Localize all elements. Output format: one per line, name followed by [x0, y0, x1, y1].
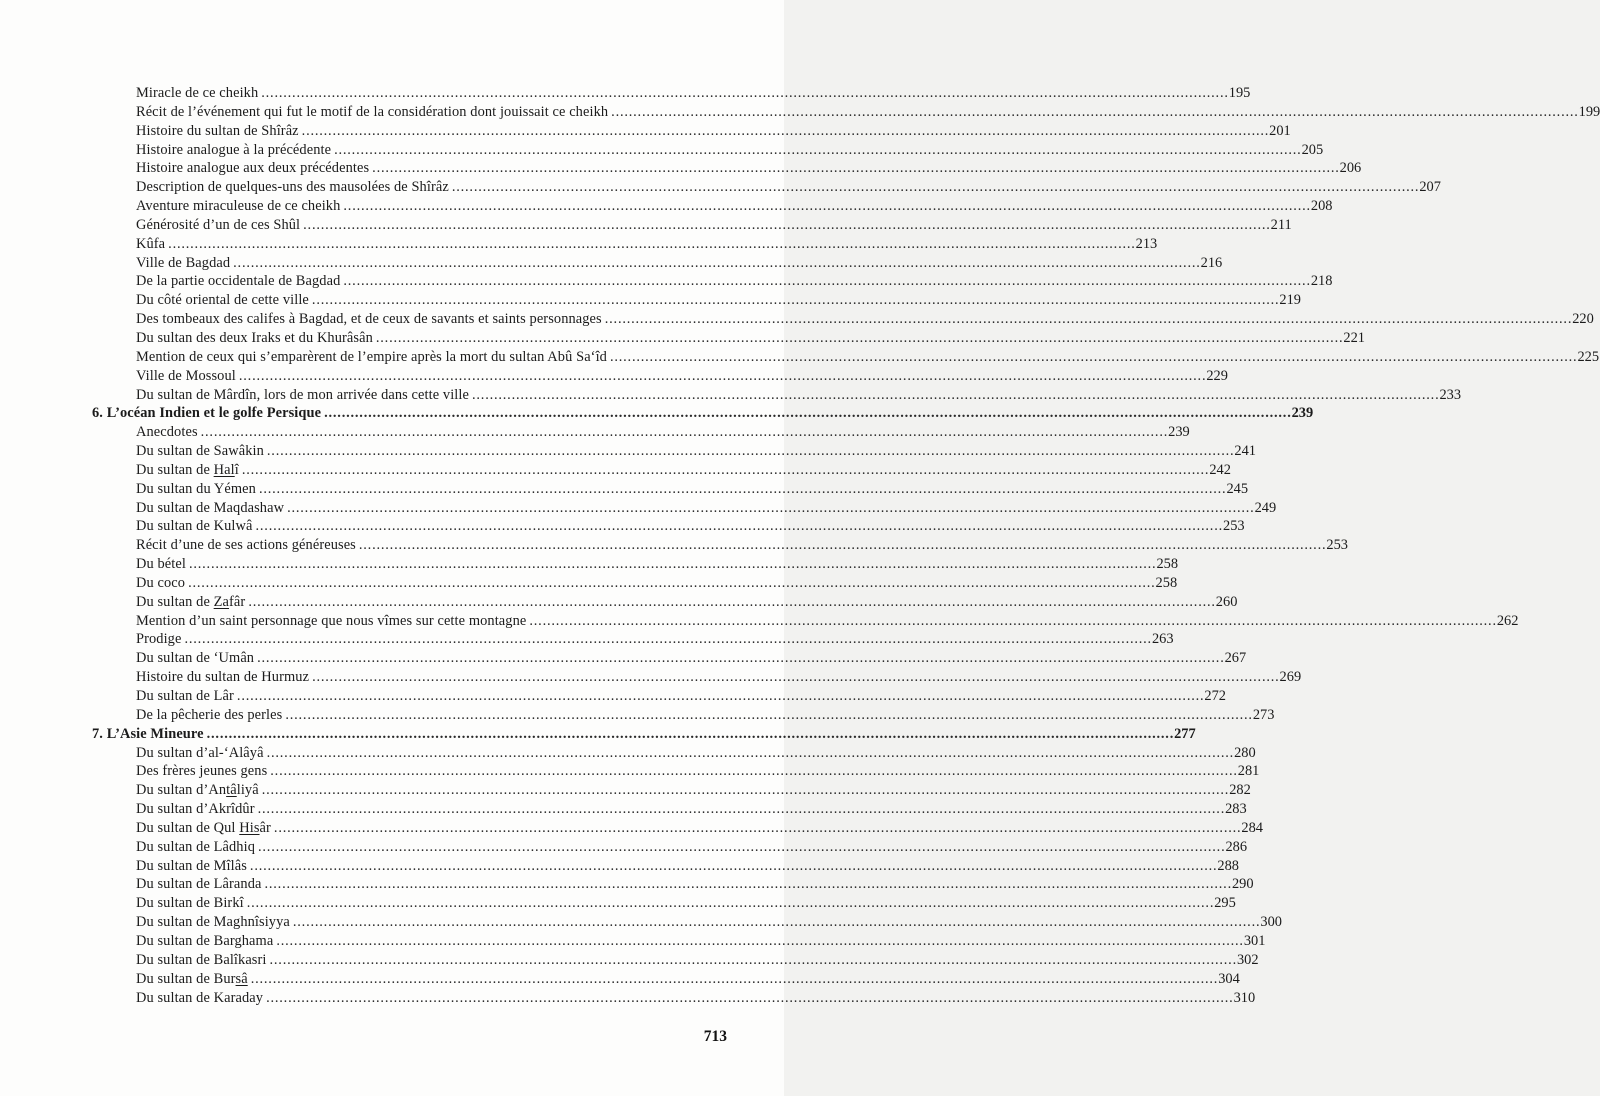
toc-entry	[92, 857, 1239, 876]
toc-entry	[92, 970, 1240, 989]
toc-entry	[92, 819, 1263, 838]
toc-entry-title: Des tombeaux des califes à Bagdad, et de ceux de savants et saints personnages	[136, 311, 602, 328]
toc-entry-title: Du sultan de Lâranda	[136, 876, 262, 893]
dot-leader: ............................................................................................................................................................................................................................	[200, 424, 1169, 441]
toc-entry-page: 249	[1254, 499, 1277, 516]
dot-leader: ............................................................................................................................................................................................................................	[285, 706, 1253, 723]
toc-entry-title: Histoire analogue aux deux précédentes	[136, 160, 370, 177]
toc-entry-page: 280	[1234, 744, 1256, 761]
toc-section-entry	[92, 404, 1314, 423]
toc-entry-title: Du sultan du Yémen	[136, 480, 256, 497]
toc-entry-page: 300	[1260, 914, 1282, 931]
toc-entry-title: 6. L’océan Indien et le golfe Persique	[92, 405, 322, 422]
dot-leader: ............................................................................................................................................................................................................................	[312, 669, 1280, 686]
toc-entry-page: 219	[1279, 292, 1301, 309]
toc-entry-title: Ville de Bagdad	[136, 254, 231, 271]
dot-leader: ............................................................................................................................................................................................................................	[188, 574, 1156, 591]
toc-entry-page: 229	[1206, 367, 1228, 384]
toc-entry-page: 206	[1339, 160, 1362, 177]
toc-entry-title: Histoire du sultan de Shîrâz	[136, 122, 299, 139]
toc-entry-page: 253	[1223, 518, 1245, 535]
dot-leader: ............................................................................................................................................................................................................................	[250, 970, 1219, 987]
dot-leader: ............................................................................................................................................................................................................................	[258, 838, 1226, 855]
toc-entry	[92, 762, 1260, 781]
toc-entry-title: Du sultan de Kulwâ	[136, 518, 253, 535]
toc-entry	[92, 461, 1231, 480]
toc-entry	[92, 649, 1247, 668]
toc-entry-page: 301	[1243, 932, 1266, 949]
toc-entry-page: 263	[1151, 631, 1174, 648]
toc-entry	[92, 272, 1333, 291]
toc-entry	[92, 612, 1519, 631]
toc-entry	[92, 348, 1600, 367]
toc-entry	[92, 386, 1462, 405]
dot-leader: ............................................................................................................................................................................................................................	[273, 819, 1242, 836]
toc-entry-title: Du sultan de ‘Umân	[136, 650, 255, 667]
toc-entry	[92, 329, 1365, 348]
dot-leader: ............................................................................................................................................................................................................................	[233, 254, 1201, 271]
toc-entry	[92, 574, 1178, 593]
toc-entry-title: Du sultan d’al-‘Alâyâ	[136, 744, 264, 761]
toc-entry-title: Du coco	[136, 574, 186, 591]
toc-entry-title: 7. L’Asie Mineure	[92, 725, 204, 742]
toc-entry-page: 213	[1135, 235, 1158, 252]
toc-entry-title: Du sultan de Mârdîn, lors de mon arrivée dans cette ville	[136, 386, 469, 403]
toc-entry-page: 258	[1156, 556, 1179, 573]
dot-leader: ............................................................................................................................................................................................................................	[343, 273, 1311, 290]
toc-entry	[92, 423, 1190, 442]
toc-entry-page: 239	[1168, 424, 1190, 441]
toc-entry	[92, 630, 1174, 649]
dot-leader: ............................................................................................................................................................................................................................	[246, 895, 1215, 912]
dot-leader: ............................................................................................................................................................................................................................	[248, 593, 1216, 610]
toc-entry-page: 260	[1215, 593, 1238, 610]
toc-entry	[92, 367, 1228, 386]
toc-section-entry	[92, 725, 1196, 744]
toc-entry	[92, 499, 1277, 518]
page-number: 713	[703, 1028, 727, 1045]
toc-entry	[92, 235, 1158, 254]
toc-entry-page: 199	[1578, 103, 1600, 120]
dot-leader: ............................................................................................................................................................................................................................	[324, 405, 1292, 422]
dot-leader: ............................................................................................................................................................................................................................	[206, 725, 1175, 742]
dot-leader: ............................................................................................................................................................................................................................	[303, 216, 1271, 233]
dot-leader: ............................................................................................................................................................................................................................	[334, 141, 1302, 158]
toc-entry	[92, 178, 1441, 197]
dot-leader: ............................................................................................................................................................................................................................	[249, 857, 1218, 874]
toc-entry	[92, 875, 1254, 894]
dot-leader: ............................................................................................................................................................................................................................	[184, 631, 1152, 648]
toc-entry-page: 267	[1224, 650, 1247, 667]
toc-entry	[92, 838, 1248, 857]
toc-entry	[92, 744, 1256, 763]
toc-entry-title: Du sultan de Birkî	[136, 895, 244, 912]
dot-leader: ............................................................................................................................................................................................................................	[261, 85, 1229, 101]
toc-entry-title: Du sultan de Barghama	[136, 932, 274, 949]
toc-entry-page: 221	[1343, 329, 1365, 346]
toc-entry	[92, 291, 1301, 310]
dot-leader: ............................................................................................................................................................................................................................	[264, 876, 1232, 893]
toc-entry-title: Générosité d’un de ces Shûl	[136, 216, 301, 233]
toc-entry-title: Du sultan de Maqdashaw	[136, 499, 285, 516]
dot-leader: ............................................................................................................................................................................................................................	[358, 537, 1327, 554]
toc-entry	[92, 254, 1223, 273]
dot-leader: ............................................................................................................................................................................................................................	[604, 311, 1573, 328]
dot-leader: ............................................................................................................................................................................................................................	[261, 782, 1230, 799]
toc-entry-page: 205	[1301, 141, 1324, 158]
toc-entry	[92, 989, 1256, 1008]
dot-leader: ............................................................................................................................................................................................................................	[301, 122, 1270, 139]
toc-entry-page: 195	[1228, 85, 1251, 101]
toc-entry-title: Prodige	[136, 631, 182, 648]
toc-entry-page: 283	[1225, 801, 1247, 818]
toc-entry-page: 272	[1204, 688, 1226, 704]
toc-entry-title: Du sultan de Sawâkin	[136, 443, 264, 460]
toc-entry	[92, 555, 1179, 574]
toc-entry	[92, 310, 1594, 329]
dot-leader: ............................................................................................................................................................................................................................	[258, 480, 1227, 497]
toc-entry-page: 295	[1214, 895, 1236, 912]
toc-entry-title: Mention de ceux qui s’emparèrent de l’empire après la mort du sultan Abû Sa‘îd	[136, 348, 607, 365]
toc-entry-title: Des frères jeunes gens	[136, 763, 268, 780]
toc-entry-page: 253	[1326, 537, 1348, 554]
toc-entry	[92, 781, 1251, 800]
dot-leader: ............................................................................................................................................................................................................................	[529, 612, 1497, 629]
toc-entry-title: Du sultan de Mîlâs	[136, 857, 247, 874]
toc-entry-page: 302	[1236, 951, 1259, 968]
toc-entry-page: 310	[1233, 989, 1256, 1006]
toc-entry-page: 258	[1155, 574, 1178, 591]
toc-entry-page: 208	[1310, 198, 1333, 215]
dot-leader: ............................................................................................................................................................................................................................	[255, 518, 1223, 535]
dot-leader: ............................................................................................................................................................................................................................	[609, 348, 1578, 365]
dot-leader: ............................................................................................................................................................................................................................	[236, 688, 1205, 704]
dot-leader: ............................................................................................................................................................................................................................	[472, 386, 1440, 403]
dot-leader: ............................................................................................................................................................................................................................	[276, 932, 1244, 949]
toc-entry-page: 220	[1572, 311, 1594, 328]
toc-entry	[92, 932, 1266, 951]
toc-entry-title: Aventure miraculeuse de ce cheikh	[136, 198, 341, 215]
toc-entry-title: De la partie occidentale de Bagdad	[136, 273, 341, 290]
dot-leader: ............................................................................................................................................................................................................................	[270, 763, 1238, 780]
toc-entry	[92, 103, 1600, 122]
toc-entry	[92, 216, 1292, 235]
toc-entry-title: Récit d’une de ses actions généreuses	[136, 537, 356, 554]
dot-leader: ............................................................................................................................................................................................................................	[287, 499, 1255, 516]
toc-entry-page: 282	[1229, 782, 1251, 799]
toc-entry-page: 225	[1577, 348, 1600, 365]
toc-entry-page: 207	[1419, 179, 1441, 196]
toc-entry	[92, 517, 1245, 536]
dot-leader: ............................................................................................................................................................................................................................	[292, 914, 1261, 931]
toc-entry	[92, 894, 1236, 913]
dot-leader: ............................................................................................................................................................................................................................	[311, 292, 1280, 309]
toc-entry-title: Ville de Mossoul	[136, 367, 236, 384]
toc-entry-page: 290	[1231, 876, 1254, 893]
dot-leader: ............................................................................................................................................................................................................................	[451, 179, 1420, 196]
toc-entry	[92, 800, 1247, 819]
toc-entry-title: Du sultan des deux Iraks et du Khurâsân	[136, 329, 373, 346]
dot-leader: ............................................................................................................................................................................................................................	[238, 367, 1207, 384]
toc-entry-page: 286	[1225, 838, 1248, 855]
toc-entry	[92, 687, 1226, 706]
toc-entry-title: Du sultan de Balîkasri	[136, 951, 267, 968]
dot-leader: ............................................................................................................................................................................................................................	[241, 461, 1210, 478]
toc-entry	[92, 913, 1282, 932]
toc-entry-page: 281	[1237, 763, 1260, 780]
toc-entry-title: Description de quelques-uns des mausolées de Shîrâz	[136, 179, 449, 196]
toc-entry-title: Du sultan de Halî	[136, 461, 239, 478]
toc-entry-page: 239	[1291, 405, 1314, 422]
toc-entry-page: 242	[1209, 461, 1231, 478]
dot-leader: ............................................................................................................................................................................................................................	[266, 443, 1235, 460]
toc-entry	[92, 159, 1362, 178]
dot-leader: ............................................................................................................................................................................................................................	[266, 989, 1234, 1006]
toc-entry-page: 218	[1310, 273, 1333, 290]
toc-entry-title: Du sultan de Lâr	[136, 688, 234, 704]
toc-entry-page: 216	[1200, 254, 1223, 271]
toc-entry-title: Mention d’un saint personnage que nous vîmes sur cette montagne	[136, 612, 527, 629]
toc-entry	[92, 593, 1238, 612]
dot-leader: ............................................................................................................................................................................................................................	[375, 329, 1344, 346]
dot-leader: ............................................................................................................................................................................................................................	[343, 198, 1311, 215]
toc-entry-title: Du sultan d’Antâliyâ	[136, 782, 259, 799]
toc-entry-title: Histoire analogue à la précédente	[136, 141, 332, 158]
table-of-contents	[92, 84, 1600, 1007]
toc-entry-page: 288	[1217, 857, 1239, 874]
toc-entry	[92, 84, 1251, 103]
toc-entry	[92, 536, 1348, 555]
dot-leader: ............................................................................................................................................................................................................................	[611, 103, 1579, 120]
toc-entry	[92, 122, 1291, 141]
toc-entry-title: Du sultan de Karaday	[136, 989, 264, 1006]
toc-entry-title: Du sultan de Qul Hisâr	[136, 819, 271, 836]
toc-entry-page: 277	[1174, 725, 1196, 742]
dot-leader: ............................................................................................................................................................................................................................	[257, 801, 1226, 818]
toc-entry	[92, 951, 1259, 970]
toc-entry-page: 284	[1241, 819, 1263, 836]
dot-leader: ............................................................................................................................................................................................................................	[257, 650, 1225, 667]
toc-entry-title: Du sultan de Lâdhiq	[136, 838, 255, 855]
toc-entry-page: 273	[1252, 706, 1275, 723]
toc-entry-title: Du sultan de Bursâ	[136, 970, 248, 987]
toc-entry	[92, 480, 1249, 499]
toc-entry-page: 241	[1234, 443, 1256, 460]
toc-entry-page: 245	[1226, 480, 1249, 497]
toc-entry-page: 201	[1269, 122, 1291, 139]
toc-entry-title: Du bétel	[136, 556, 186, 573]
toc-entry	[92, 197, 1333, 216]
dot-leader: ............................................................................................................................................................................................................................	[372, 160, 1340, 177]
toc-entry-page: 304	[1218, 970, 1240, 987]
toc-entry-title: Du côté oriental de cette ville	[136, 292, 309, 309]
toc-entry-title: De la pêcherie des perles	[136, 706, 283, 723]
dot-leader: ............................................................................................................................................................................................................................	[188, 556, 1157, 573]
toc-entry-title: Du sultan d’Akrîdûr	[136, 801, 255, 818]
toc-entry-title: Miracle de ce cheikh	[136, 85, 259, 101]
toc-entry-page: 269	[1279, 669, 1302, 686]
dot-leader: ............................................................................................................................................................................................................................	[269, 951, 1237, 968]
toc-entry-title: Kûfa	[136, 235, 166, 252]
toc-entry-title: Du sultan de Zafâr	[136, 593, 246, 610]
toc-entry-page: 262	[1496, 612, 1519, 629]
dot-leader: ............................................................................................................................................................................................................................	[168, 235, 1136, 252]
dot-leader: ............................................................................................................................................................................................................................	[266, 744, 1235, 761]
toc-entry	[92, 141, 1324, 160]
toc-entry-title: Anecdotes	[136, 424, 198, 441]
toc-entry-page: 233	[1439, 386, 1462, 403]
toc-entry-page: 211	[1270, 216, 1292, 233]
toc-entry	[92, 706, 1275, 725]
toc-entry	[92, 668, 1302, 687]
toc-entry-title: Histoire du sultan de Hurmuz	[136, 669, 310, 686]
toc-entry-title: Du sultan de Maghnîsiyya	[136, 914, 290, 931]
toc-entry-title: Récit de l’événement qui fut le motif de la considération dont jouissait ce cheikh	[136, 103, 609, 120]
toc-entry	[92, 442, 1256, 461]
